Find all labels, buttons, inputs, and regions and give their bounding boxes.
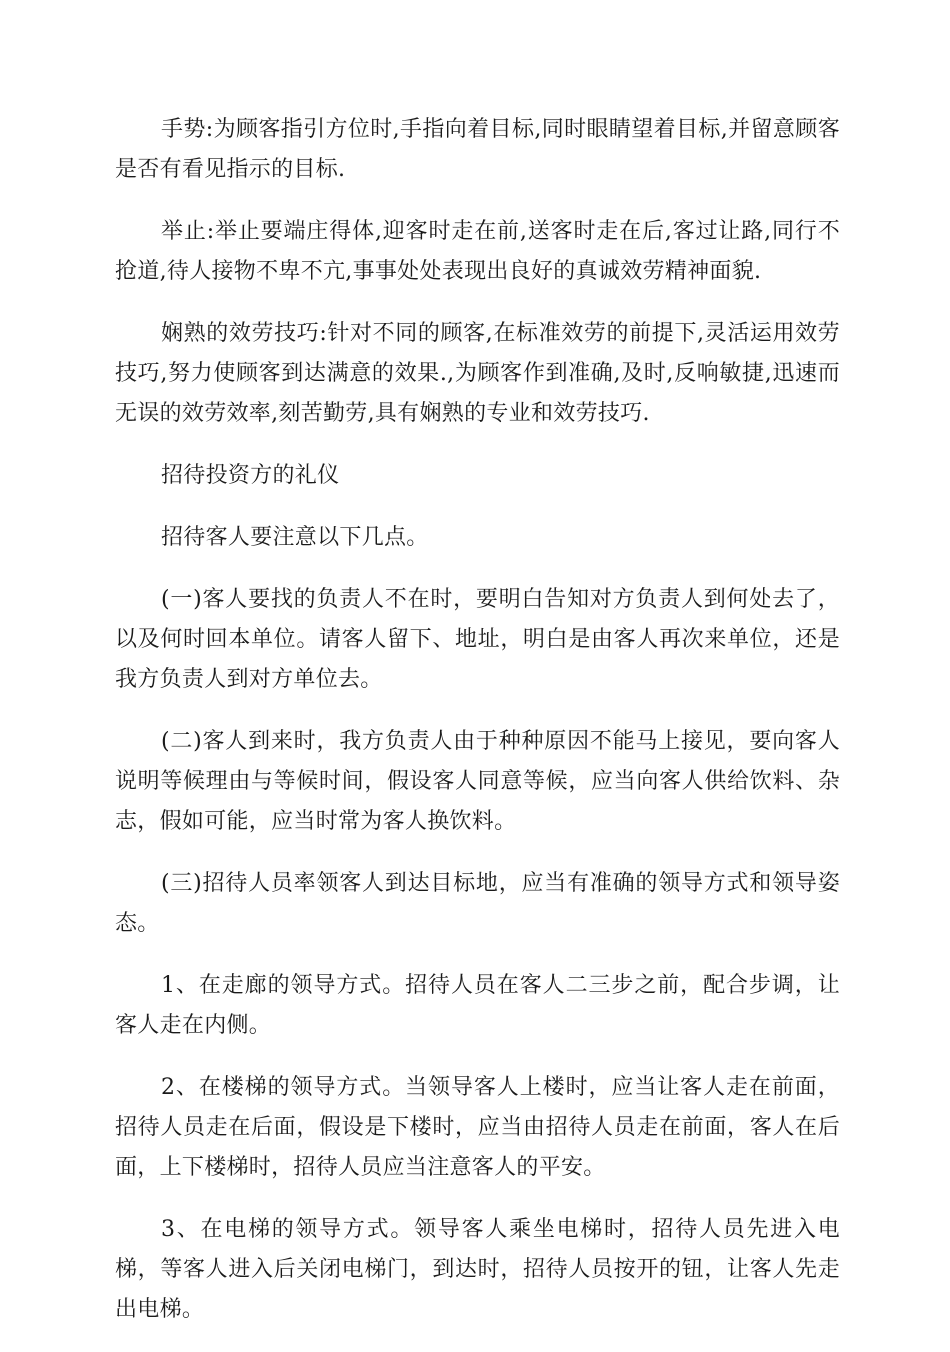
paragraph-service-skills: 娴熟的效劳技巧:针对不同的顾客,在标准效劳的前提下,灵活运用效劳技巧,努力使顾客到达满意的效果.,为顾客作到准确,及时,反响敏捷,迅速而无误的效劳效率,刻苦勤劳,具有娴熟的专业和效劳技巧. (115, 321, 840, 426)
paragraph-item-2: (二)客人到来时，我方负责人由于种种原因不能马上接见，要向客人说明等候理由与等候时间，假设客人同意等候，应当向客人供给饮料、杂志，假如可能，应当时常为客人换饮料。 (115, 729, 840, 834)
paragraph-manner: 举止:举止要端庄得体,迎客时走在前,送客时走在后,客过让路,同行不抢道,待人接物不卑不亢,事事处处表现出良好的真诚效劳精神面貌. (115, 219, 840, 284)
paragraph-intro: 招待客人要注意以下几点。 (161, 525, 429, 550)
paragraph-elevator: 3、在电梯的领导方式。领导客人乘坐电梯时，招待人员先进入电梯，等客人进入后关闭电梯门，到达时，招待人员按开的钮，让客人先走出电梯。 (115, 1217, 840, 1322)
paragraph-item-1: (一)客人要找的负责人不在时，要明白告知对方负责人到何处去了，以及何时回本单位。请客人留下、地址，明白是由客人再次来单位，还是我方负责人到对方单位去。 (115, 587, 840, 692)
document-body (115, 110, 840, 1352)
section-heading-investor-etiquette: 招待投资方的礼仪 (161, 463, 340, 488)
paragraph-corridor: 1、在走廊的领导方式。招待人员在客人二三步之前，配合步调，让客人走在内侧。 (115, 973, 840, 1038)
paragraph-stairs: 2、在楼梯的领导方式。当领导客人上楼时，应当让客人走在前面，招待人员走在后面，假设是下楼时，应当由招待人员走在前面，客人在后面，上下楼梯时，招待人员应当注意客人的平安。 (115, 1075, 840, 1180)
paragraph-item-3: (三)招待人员率领客人到达目标地，应当有准确的领导方式和领导姿态。 (115, 871, 840, 936)
paragraph-gesture: 手势:为顾客指引方位时,手指向着目标,同时眼睛望着目标,并留意顾客是否有看见指示的目标. (115, 117, 840, 182)
